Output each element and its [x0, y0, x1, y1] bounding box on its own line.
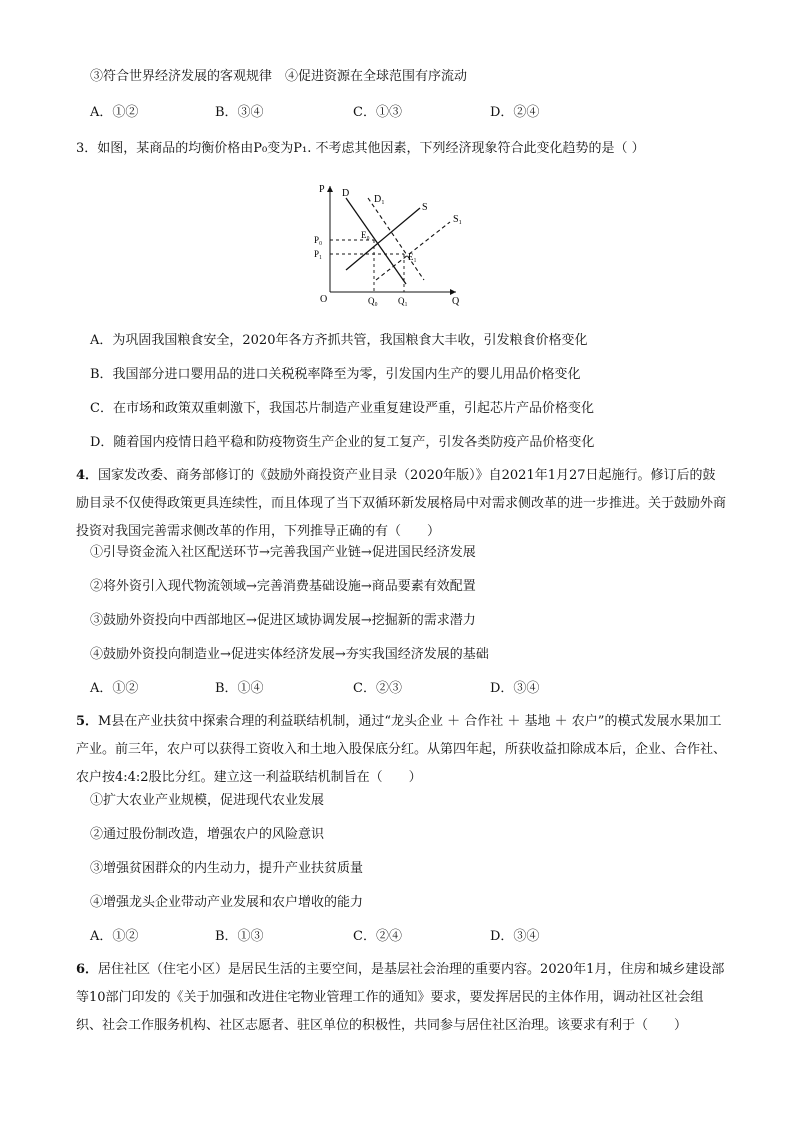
q2-option-d: D．②④ — [490, 105, 540, 120]
q4-option-b: B．①④ — [215, 681, 264, 696]
q5-number: 5． — [76, 714, 99, 729]
q4-item-1: ①引导资金流入社区配送环节→完善我国产业链→促进国民经济发展 — [90, 545, 476, 560]
q4-option-a: A．①② — [90, 681, 139, 696]
q3-option-b: B．我国部分进口婴用品的进口关税税率降至为零，引发国内生产的婴儿用品价格变化 — [90, 367, 581, 382]
label-s1: S₁ — [453, 214, 463, 225]
supply-curve-s1 — [376, 222, 450, 280]
q3-option-c: C．在市场和政策双重刺激下，我国芯片制造产业重复建设严重，引起芯片产品价格变化 — [90, 401, 594, 416]
q2-item-line: ③符合世界经济发展的客观规律 ④促进资源在全球范围有序流动 — [90, 69, 468, 84]
label-q1: Q₁ — [398, 296, 408, 306]
q4-option-c: C．②③ — [353, 681, 402, 696]
label-d: D — [342, 188, 350, 199]
supply-demand-graph — [310, 180, 470, 310]
q4-number: 4． — [76, 468, 99, 483]
q5-stem — [76, 708, 726, 792]
q6-number: 6． — [76, 962, 99, 977]
q3-number: 3． — [76, 141, 98, 156]
q5-item-3: ③增强贫困群众的内生动力，提升产业扶贫质量 — [90, 861, 364, 876]
q5-item-2: ②通过股份制改造，增强农户的风险意识 — [90, 827, 325, 842]
label-s: S — [422, 202, 428, 213]
q5-option-a: A．①② — [90, 929, 139, 944]
q2-option-b: B．③④ — [215, 105, 264, 120]
q5-option-b: B．①③ — [215, 929, 264, 944]
q3-stem-text: 如图，某商品的均衡价格由P₀变为P₁. 不考虑其他因素，下列经济现象符合此变化趋势的是（ ） — [97, 141, 645, 156]
q6-stem — [76, 956, 726, 1040]
q4-stem — [76, 462, 726, 546]
axis-label-q: Q — [452, 296, 460, 307]
axis-label-p: P — [319, 184, 325, 195]
label-p0: P₀ — [314, 235, 323, 245]
q4-options — [0, 680, 794, 698]
q2-options — [0, 104, 794, 122]
label-e1: E₁ — [408, 252, 417, 262]
q5-stem-text: M县在产业扶贫中探索合理的利益联结机制，通过“龙头企业 ＋ 合作社 ＋ 基地 ＋ 农户”的模式发展水果加工产业。前三年，农户可以获得工资收入和土地入股保底分红。从第四年起，所获收益扣除成本后，企业、合作社、农户按4:4:2股比分红。建立这一利益联结机制旨在（ ） — [76, 714, 727, 785]
q4-stem-text: 国家发改委、商务部修订的《鼓励外商投资产业目录（2020年版）》自2021年1月27日起施行。修订后的鼓励目录不仅使得政策更具连续性，而且体现了当下双循环新发展格局中对需求侧改革的进一步推进。关于鼓励外商投资对我国完善需求侧改革的作用，下列推导正确的有（ ） — [76, 468, 727, 539]
q3-option-a: A．为巩固我国粮食安全，2020年各方齐抓共管，我国粮食大丰收，引发粮食价格变化 — [90, 333, 588, 348]
label-e0: E₀ — [361, 230, 370, 240]
label-d1: D₁ — [374, 194, 385, 205]
q4-item-4: ④鼓励外资投向制造业→促进实体经济发展→夯实我国经济发展的基础 — [90, 647, 489, 662]
q4-item-2: ②将外资引入现代物流领域→完善消费基础设施→商品要素有效配置 — [90, 579, 476, 594]
q5-option-d: D．③④ — [490, 929, 540, 944]
q4-item-3: ③鼓励外资投向中西部地区→促进区域协调发展→挖掘新的需求潜力 — [90, 613, 476, 628]
label-p1: P₁ — [314, 249, 323, 259]
q6-stem-text: 居住社区（住宅小区）是居民生活的主要空间，是基层社会治理的重要内容。2020年1月，住房和城乡建设部等10部门印发的《关于加强和改进住宅物业管理工作的通知》要求，要发挥居民的主体作用，调动社区社会组织、社会工作服务机构、社区志愿者、驻区单位的积极性，共同参与居住社区治理。该要求有利于（ ） — [76, 962, 725, 1033]
q2-option-a: A．①② — [90, 105, 139, 120]
q5-item-1: ①扩大农业产业规模，促进现代农业发展 — [90, 793, 325, 808]
q3-option-d: D．随着国内疫情日趋平稳和防疫物资生产企业的复工复产，引发各类防疫产品价格变化 — [90, 435, 595, 450]
label-q0: Q₀ — [368, 296, 378, 306]
q5-options — [0, 928, 794, 946]
demand-curve-d1 — [368, 198, 424, 280]
q3-stem — [76, 140, 645, 158]
q5-item-4: ④增强龙头企业带动产业发展和农户增收的能力 — [90, 895, 364, 910]
q4-option-d: D．③④ — [490, 681, 540, 696]
q2-option-c: C．①③ — [353, 105, 402, 120]
q5-option-c: C．②④ — [353, 929, 402, 944]
origin-label: O — [320, 294, 328, 305]
